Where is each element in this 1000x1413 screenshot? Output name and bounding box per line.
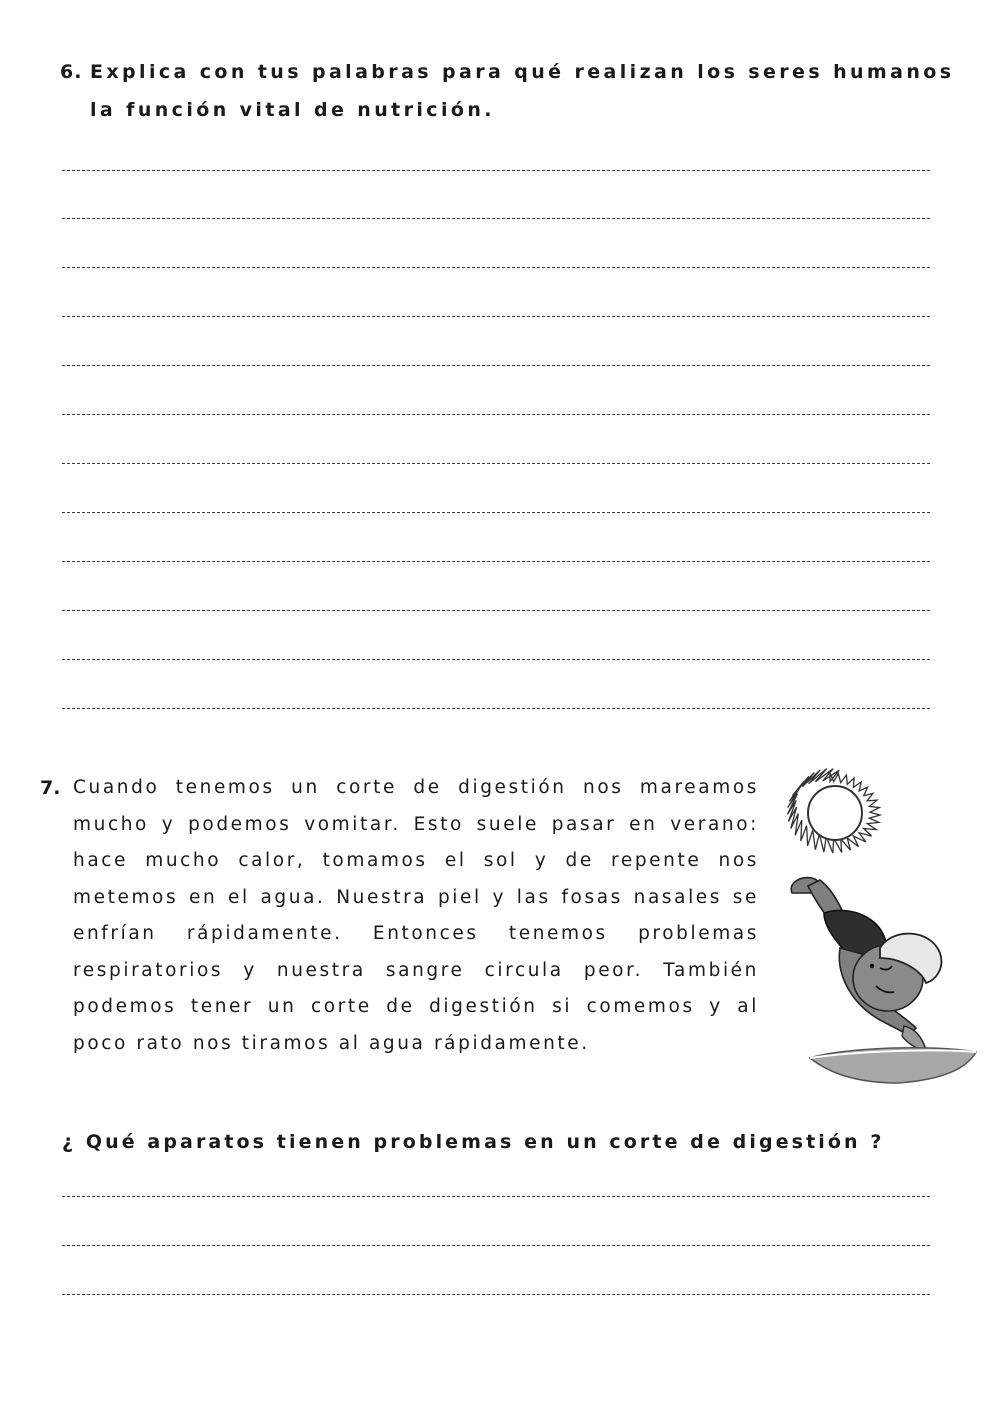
question-6-line-2: la función vital de nutrición. <box>90 99 495 121</box>
answer-line[interactable] <box>62 561 930 562</box>
sun-icon <box>787 769 880 853</box>
answer-line[interactable] <box>62 365 930 366</box>
answer-line[interactable] <box>62 659 930 660</box>
diving-swimmer-icon <box>791 878 941 1050</box>
answer-line[interactable] <box>62 267 930 268</box>
question-7-number: 7. <box>40 777 61 799</box>
question-6-title <box>60 53 960 129</box>
answer-line[interactable] <box>62 218 930 219</box>
answer-line[interactable] <box>62 463 930 464</box>
answer-line[interactable] <box>62 1196 930 1197</box>
question-7-paragraph: Cuando tenemos un corte de digestión nos mareamos mucho y podemos vomitar. Esto suele pasar en verano: hace mucho calor, tomamos el sol y de repente nos metemos en el agua. Nuestra piel y las fosas nasales se enfrían rápidamente. Entonces tenemos problemas respiratorios y nuestra sangre circula peor. También podemos tener un corte de digestión si comemos y al poco rato nos tiramos al agua rápidamente. <box>73 777 759 1054</box>
answer-line[interactable] <box>62 610 930 611</box>
answer-line[interactable] <box>62 1294 930 1295</box>
answer-line[interactable] <box>62 512 930 513</box>
water-icon <box>810 1048 976 1083</box>
answer-line[interactable] <box>62 708 930 709</box>
answer-line[interactable] <box>62 170 930 171</box>
question-6-line-1: Explica con tus palabras para qué realizan los seres humanos <box>90 61 955 83</box>
answer-line[interactable] <box>62 414 930 415</box>
question-7-prompt: ¿ Qué aparatos tienen problemas en un corte de digestión ? <box>62 1131 885 1153</box>
answer-line[interactable] <box>62 1245 930 1246</box>
question-6-number: 6. <box>60 61 83 83</box>
diving-illustration <box>780 758 980 1093</box>
answer-line[interactable] <box>62 316 930 317</box>
